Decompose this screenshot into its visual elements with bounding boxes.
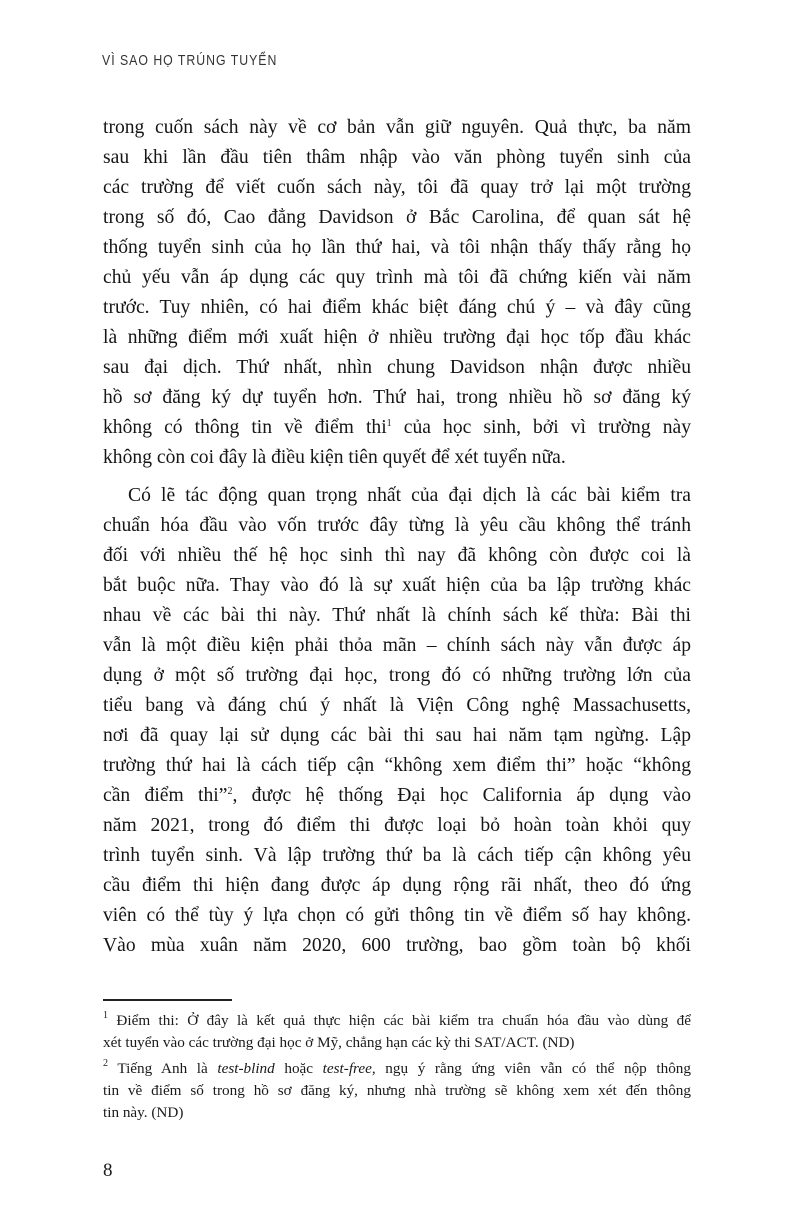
text-segment: của học sinh, bởi vì trường này (391, 417, 691, 438)
text-line: dụng ở một số trường đại học, trong đó có những trường lớn của (103, 665, 691, 686)
text-line: trong số đó, Cao đẳng Davidson ở Bắc Carolina, để quan sát hệ (103, 207, 691, 228)
text-segment: Tiếng Anh là (108, 1060, 218, 1077)
paragraph-2 (103, 481, 691, 961)
paragraph-1 (103, 113, 691, 473)
text-line-with-footnote (103, 413, 691, 443)
text-line: chủ yếu vẫn áp dụng các quy trình mà tôi đã chứng kiến vài năm (103, 267, 691, 288)
footnote-1 (103, 1010, 691, 1054)
footnote-line (103, 1058, 691, 1080)
text-line: bắt buộc nữa. Thay vào đó là sự xuất hiện của ba lập trường khác (103, 575, 691, 596)
text-segment: , ngụ ý rằng ứng viên vẫn có thể nộp thông (371, 1060, 691, 1077)
body-text (103, 113, 691, 961)
page-number: 8 (103, 1160, 113, 1181)
text-line: thống tuyển sinh của họ lần thứ hai, và tôi nhận thấy thấy rằng họ (103, 237, 691, 258)
footnote-line (103, 1010, 691, 1032)
text-line: là những điểm mới xuất hiện ở nhiều trường đại học tốp đầu khác (103, 327, 691, 348)
text-line: sau đại dịch. Thứ nhất, nhìn chung Davidson nhận được nhiều (103, 357, 691, 378)
footnote-ref-2[interactable]: 2 (227, 786, 233, 797)
emphasis-term: test-free (322, 1060, 372, 1077)
text-line: vẫn là một điều kiện phải thỏa mãn – chính sách này vẫn được áp (103, 635, 691, 656)
text-line: Có lẽ tác động quan trọng nhất của đại dịch là các bài kiểm tra (128, 485, 691, 506)
text-line: trình tuyển sinh. Và lập trường thứ ba là cách tiếp cận không yêu (103, 845, 691, 866)
text-line: các trường để viết cuốn sách này, tôi đã quay trở lại một trường (103, 177, 691, 198)
text-line: hồ sơ đăng ký dự tuyển hơn. Thứ hai, trong nhiều hồ sơ đăng ký (103, 387, 691, 408)
text-line-with-footnote (103, 781, 691, 811)
running-head: VÌ SAO HỌ TRÚNG TUYỂN (102, 52, 278, 69)
footnotes (103, 1010, 691, 1124)
text-segment: , được hệ thống Đại học California áp dụng vào (232, 785, 691, 806)
text-line: trường thứ hai là cách tiếp cận “không xem điểm thi” hoặc “không (103, 755, 691, 776)
text-line: nơi đã quay lại sử dụng các bài thi sau hai năm tạm ngừng. Lập (103, 725, 691, 746)
text-line: Vào mùa xuân năm 2020, 600 trường, bao gồm toàn bộ khối (103, 935, 691, 956)
text-line: chuẩn hóa đầu vào vốn trước đây từng là yêu cầu không thể tránh (103, 515, 691, 536)
footnote-marker: 1 (103, 1010, 108, 1021)
text-line: năm 2021, trong đó điểm thi được loại bỏ hoàn toàn khỏi quy (103, 815, 691, 836)
footnote-line: tin về điểm số trong hồ sơ đăng ký, nhưng nhà trường sẽ không xem xét đến thông (103, 1082, 691, 1099)
text-segment: không có thông tin về điểm thi (103, 417, 387, 438)
text-line: trong cuốn sách này về cơ bản vẫn giữ nguyên. Quả thực, ba năm (103, 117, 691, 138)
text-segment: cần điểm thi” (103, 785, 228, 806)
text-segment: hoặc (274, 1060, 323, 1077)
text-line: viên có thể tùy ý lựa chọn có gửi thông tin về điểm số hay không. (103, 905, 691, 926)
footnote-line: xét tuyển vào các trường đại học ở Mỹ, chẳng hạn các kỳ thi SAT/ACT. (ND) (103, 1034, 575, 1051)
text-line: không còn coi đây là điều kiện tiên quyết để xét tuyển nữa. (103, 447, 566, 468)
emphasis-term: test-blind (217, 1060, 275, 1077)
footnote-line: tin này. (ND) (103, 1104, 184, 1121)
text-segment: Điểm thi: Ở đây là kết quả thực hiện các bài kiểm tra chuẩn hóa đầu vào dùng để (108, 1012, 691, 1029)
text-line: cầu điểm thi hiện đang được áp dụng rộng rãi nhất, theo đó ứng (103, 875, 691, 896)
text-line: tiểu bang và đáng chú ý nhất là Viện Công nghệ Massachusetts, (103, 695, 691, 716)
text-line: trước. Tuy nhiên, có hai điểm khác biệt đáng chú ý – và đây cũng (103, 297, 691, 318)
footnote-marker: 2 (103, 1058, 108, 1069)
paragraph-gap (103, 473, 691, 481)
text-line: sau khi lần đầu tiên thâm nhập vào văn phòng tuyển sinh của (103, 147, 691, 168)
footnote-divider (103, 999, 232, 1001)
footnote-ref-1[interactable]: 1 (386, 418, 392, 429)
footnote-2 (103, 1058, 691, 1124)
text-line: nhau về các bài thi này. Thứ nhất là chính sách kế thừa: Bài thi (103, 605, 691, 626)
text-line: đối với nhiều thế hệ học sinh thì nay đã không còn được coi là (103, 545, 691, 566)
